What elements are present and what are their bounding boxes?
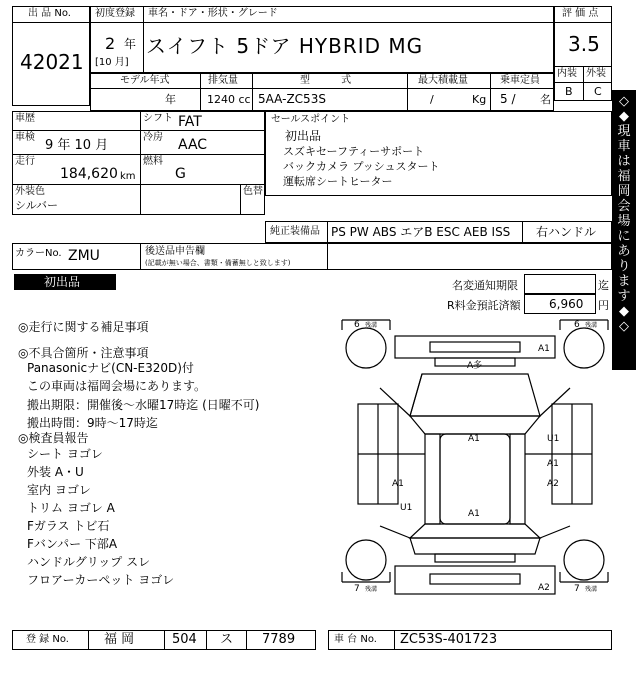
chassis-number: ZC53S-401723: [400, 632, 498, 647]
displacement-label: 排気量: [208, 75, 238, 86]
displacement: 1240 cc: [207, 93, 251, 106]
lot-number: 42021: [20, 50, 84, 74]
recycle-amount: 6,960: [549, 297, 584, 311]
type-code: 5AA-ZC53S: [258, 92, 326, 106]
tire-front-right: [560, 320, 608, 368]
banner-char: す: [617, 289, 631, 304]
capacity-label: 乗車定員: [500, 75, 540, 86]
banner-char: ◇: [619, 94, 629, 109]
name-change-field: [524, 274, 596, 294]
mileage-unit: km: [120, 171, 136, 182]
mileage-label: 走行: [15, 156, 35, 167]
tire-rear-left: [342, 540, 390, 594]
sales-point-item: 初出品: [285, 129, 322, 143]
exterior-grade: C: [594, 85, 602, 98]
reg-region: 福 岡: [104, 632, 135, 647]
equipment-items: PS PW ABS エアB ESC AEB ISS: [331, 225, 511, 239]
color-no-value: ZMU: [68, 248, 100, 264]
banner-char: 車: [617, 139, 631, 154]
steering-side: 右ハンドル: [536, 225, 597, 239]
tailgate: [410, 538, 540, 554]
inspector-line: 外装 A・U: [27, 465, 84, 479]
inspector-title: ◎検査員報告: [18, 431, 89, 445]
rear-bumper: [395, 566, 555, 594]
hood: [410, 374, 540, 416]
aftermarket-label: 後送品申告欄: [145, 246, 205, 257]
car-name-label: 車名・ドア・形状・グレード: [148, 8, 278, 19]
mileage-value: 184,620: [60, 166, 118, 182]
banner-char: ◆: [619, 304, 629, 319]
model-year-unit: 年: [165, 93, 176, 106]
ext-color-label: 外装色: [15, 186, 45, 197]
banner-char: 会: [617, 199, 631, 214]
defects-title: ◎不具合箇所・注意事項: [18, 346, 149, 360]
exterior-label: 外装: [586, 68, 606, 79]
shift-label: シフト: [143, 113, 173, 124]
damage-mark: A1: [468, 434, 480, 444]
tire-rear-right: [560, 540, 608, 594]
damage-mark: U1: [547, 434, 560, 444]
sales-points-label: セールスポイント: [271, 114, 351, 125]
shift-value: FAT: [178, 114, 202, 130]
banner-char: は: [617, 154, 631, 169]
banner-char: あ: [617, 244, 631, 259]
tire-tread-suffix: 残溝: [585, 586, 598, 593]
damage-mark: A1: [468, 509, 480, 519]
inspector-line: Fガラス トビ石: [27, 519, 110, 533]
inspector-line: シート ヨゴレ: [27, 447, 103, 461]
damage-mark: U1: [400, 503, 413, 513]
damage-mark: A2: [547, 479, 559, 489]
color-no-label: カラーNo.: [15, 248, 62, 259]
reg-class-no: 504: [172, 632, 197, 647]
banner-char: 福: [617, 169, 631, 184]
rating-score: 3.5: [568, 32, 600, 56]
tire-tread-suffix: 残溝: [365, 586, 378, 593]
damage-mark: A1: [547, 459, 559, 469]
banner-char: ◆: [619, 109, 629, 124]
damage-mark: A2: [538, 583, 550, 593]
ac-label: 冷房: [143, 132, 163, 143]
damage-mark: A多: [467, 361, 483, 371]
defect-line: この車両は福岡会場にあります。: [27, 379, 207, 393]
capacity: 5 /: [500, 92, 516, 106]
banner-char: 現: [617, 124, 631, 139]
color-change-label: 色替: [243, 186, 263, 197]
recycle-unit: 円: [598, 299, 609, 312]
windshield: [410, 416, 540, 434]
inspector-line: Fバンパー 下部A: [27, 537, 118, 551]
inspector-line: 室内 ヨゴレ: [27, 483, 91, 497]
sales-point-item: スズキセーフティーサポート: [283, 145, 425, 158]
lot-no-label: 出 品 No.: [28, 8, 71, 19]
damage-mark: A1: [538, 344, 550, 354]
banner-char: に: [617, 229, 631, 244]
interior-label: 内装: [557, 68, 577, 79]
first-reg-label: 初度登録: [95, 8, 135, 19]
name-change-unit: 迄: [598, 279, 609, 292]
tire-tread-label: 6: [574, 320, 580, 330]
recycle-label: R料金預託済額: [447, 299, 521, 312]
reg-month: [10 月]: [95, 57, 129, 68]
interior-grade: B: [565, 85, 573, 98]
model-year-label: モデル年式: [120, 75, 170, 86]
defect-line: 搬出時間：9時～17時迄: [27, 416, 158, 430]
sales-point-item: 運転席シートヒーター: [283, 175, 393, 188]
load-sep: /: [430, 93, 434, 106]
reg-year: 2: [105, 34, 116, 53]
car-name: スイフト 5ドア HYBRID MG: [146, 34, 424, 58]
type-label: 型 式: [300, 75, 366, 86]
color-no-box: [12, 243, 612, 270]
banner-char: ま: [617, 274, 631, 289]
tire-tread-suffix: 残溝: [585, 322, 598, 329]
inspection-value: 9 年 10 月: [45, 138, 109, 153]
vehicle-damage-diagram: [340, 316, 610, 606]
capacity-unit: 名: [540, 93, 551, 106]
tire-tread-label: 7: [574, 584, 580, 594]
fuel-value: G: [175, 166, 186, 182]
inspector-line: トリム ヨゴレ A: [27, 501, 115, 515]
ac-value: AAC: [178, 137, 208, 153]
tire-tread-label: 6: [354, 320, 360, 330]
defect-line: Panasonicナビ(CN-E320D)付: [27, 361, 194, 375]
history-label: 車歴: [15, 113, 35, 124]
tire-front-left: [342, 320, 390, 368]
load-unit: Kg: [472, 93, 487, 106]
banner-char: り: [617, 259, 631, 274]
max-load-label: 最大積載量: [418, 75, 468, 86]
equipment-label: 純正装備品: [270, 226, 320, 237]
reg-year-unit: 年: [124, 37, 137, 51]
fuel-label: 燃料: [143, 156, 163, 167]
first-listing-text: 初出品: [44, 275, 81, 289]
name-change-label: 名変通知期限: [452, 279, 518, 292]
aftermarket-note: (記載が無い場合、書類・備蓄無しと致します): [145, 259, 291, 267]
location-banner: [612, 90, 636, 370]
reg-number: 7789: [262, 632, 296, 647]
banner-char: ◇: [619, 319, 629, 334]
reg-kana: ス: [220, 632, 234, 647]
damage-mark: A1: [392, 479, 404, 489]
defect-line: 搬出期限：開催後～水曜17時迄 (日曜不可): [27, 398, 260, 412]
tire-tread-label: 7: [354, 584, 360, 594]
front-bumper: [395, 336, 555, 358]
rear-glass: [410, 524, 540, 538]
inspector-line: フロアーカーペット ヨゴレ: [27, 573, 175, 587]
banner-char: 岡: [617, 184, 631, 199]
supplement-title: ◎走行に関する補足事項: [18, 320, 149, 334]
chassis-label: 車 台 No.: [334, 634, 377, 645]
rating-label: 評 価 点: [562, 8, 599, 19]
inspection-label: 車検: [15, 132, 35, 143]
sales-point-item: バックカメラ プッシュスタート: [283, 160, 440, 173]
tire-tread-suffix: 残溝: [365, 322, 378, 329]
ext-color-value: シルバー: [15, 199, 58, 212]
banner-char: 場: [617, 214, 631, 229]
inspector-line: ハンドルグリップ スレ: [27, 555, 151, 569]
reg-no-label: 登 録 No.: [26, 634, 69, 645]
